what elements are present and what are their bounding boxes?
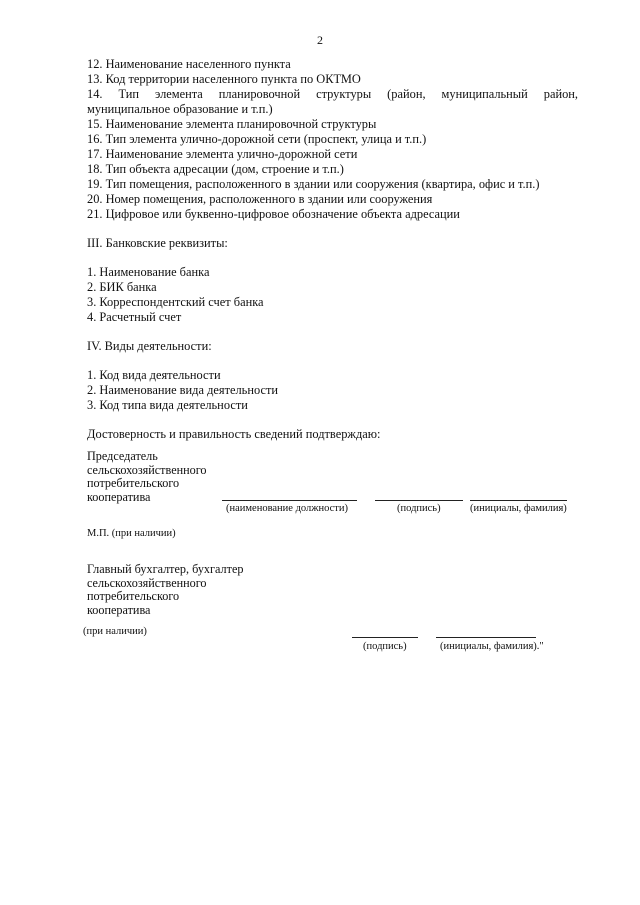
accountant-caption-name: (инициалы, фамилия)." [440, 641, 544, 652]
section-heading-activity: IV. Виды деятельности: [87, 339, 212, 353]
list-item: 2. Наименование вида деятельности [87, 383, 278, 397]
caption-signature: (подпись) [397, 503, 441, 514]
name-signature-line [470, 500, 567, 501]
list-item: 14. Тип элемента планировочной структуры (район, муниципальный район, [87, 87, 578, 101]
list-item: 12. Наименование населенного пункта [87, 57, 291, 71]
list-item: 16. Тип элемента улично-дорожной сети (проспект, улица и т.п.) [87, 132, 427, 146]
page-number: 2 [317, 33, 323, 47]
caption-name: (инициалы, фамилия) [470, 503, 567, 514]
accountant-caption-signature: (подпись) [363, 641, 407, 652]
list-item: 13. Код территории населенного пункта по ОКТМО [87, 72, 361, 86]
list-item: 3. Корреспондентский счет банка [87, 295, 264, 309]
list-item-continuation: муниципальное образование и т.п.) [87, 102, 273, 116]
position-signature-line [222, 500, 357, 501]
accountant-name-line [436, 637, 536, 638]
document-body [87, 57, 578, 442]
chairman-title: Председатель сельскохозяйственного потребительского кооператива [87, 449, 207, 504]
list-item: 4. Расчетный счет [87, 310, 182, 324]
list-item: 19. Тип помещения, расположенного в здании или сооружения (квартира, офис и т.п.) [87, 177, 540, 191]
accountant-signature-line [352, 637, 418, 638]
list-item: 1. Наименование банка [87, 265, 210, 279]
list-item: 3. Код типа вида деятельности [87, 398, 248, 412]
accountant-title: Главный бухгалтер, бухгалтер сельскохозяйственного потребительского кооператива [87, 562, 244, 617]
list-item: 18. Тип объекта адресации (дом, строение и т.п.) [87, 162, 344, 176]
list-item: 1. Код вида деятельности [87, 368, 221, 382]
stamp-note: М.П. (при наличии) [87, 528, 176, 539]
signature-line [375, 500, 463, 501]
list-item: 2. БИК банка [87, 280, 157, 294]
list-item: 21. Цифровое или буквенно-цифровое обозначение объекта адресации [87, 207, 460, 221]
list-item: 15. Наименование элемента планировочной структуры [87, 117, 377, 131]
caption-position: (наименование должности) [226, 503, 349, 514]
list-item: 17. Наименование элемента улично-дорожной сети [87, 147, 358, 161]
list-item: 20. Номер помещения, расположенного в здании или сооружения [87, 192, 433, 206]
accountant-note: (при наличии) [83, 626, 147, 637]
confirmation-text: Достоверность и правильность сведений подтверждаю: [87, 427, 381, 441]
section-heading-bank: III. Банковские реквизиты: [87, 236, 228, 250]
